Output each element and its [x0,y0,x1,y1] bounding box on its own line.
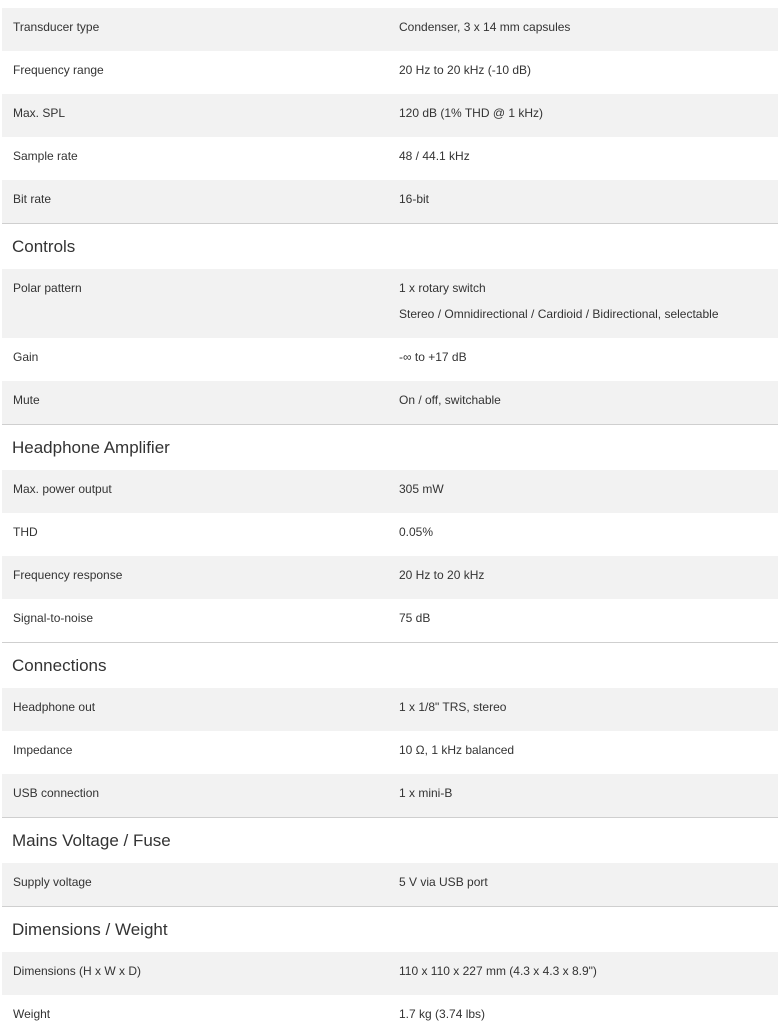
spec-value [399,556,778,599]
spec-value [399,863,778,906]
spec-row [2,599,778,642]
spec-label: Headphone out [13,700,96,714]
spec-value [399,774,778,817]
spec-value [399,94,778,137]
spec-label: Gain [13,350,39,364]
spec-label: USB connection [13,786,100,800]
spec-value [399,381,778,424]
spec-value [399,51,778,94]
spec-value [399,137,778,180]
spec-value-line: 75 dB [399,611,431,625]
spec-value-line: Stereo / Omnidirectional / Cardioid / Bidirectional, selectable [399,307,719,321]
spec-row [2,8,778,51]
spec-value-line: 20 Hz to 20 kHz [399,568,485,582]
spec-value [399,180,778,223]
spec-value [399,338,778,381]
spec-value [399,952,778,995]
section-title: Mains Voltage / Fuse [2,817,778,863]
spec-row [2,470,778,513]
spec-value-line: 0.05% [399,525,434,539]
spec-value [399,599,778,642]
spec-value-line: 1 x mini-B [399,786,453,800]
spec-value [399,470,778,513]
spec-row [2,774,778,817]
spec-row [2,51,778,94]
spec-value-line: 1 x 1/8" TRS, stereo [399,700,507,714]
section-title: Controls [2,223,778,269]
spec-label: Supply voltage [13,875,92,889]
spec-value [399,688,778,731]
spec-value-line: 1 x rotary switch [399,281,486,295]
spec-value-line: 1.7 kg (3.74 lbs) [399,1007,486,1021]
section-title: Headphone Amplifier [2,424,778,470]
spec-label: Signal-to-noise [13,611,94,625]
section-title: Connections [2,642,778,688]
spec-label: Bit rate [13,192,52,206]
spec-label: Impedance [13,743,73,757]
spec-value-line: 20 Hz to 20 kHz (-10 dB) [399,63,532,77]
spec-value [399,995,778,1032]
spec-row [2,137,778,180]
spec-label: Weight [13,1007,51,1021]
spec-value [399,269,778,338]
spec-value-line: 120 dB (1% THD @ 1 kHz) [399,106,544,120]
spec-value-line: 305 mW [399,482,444,496]
spec-value-line: 5 V via USB port [399,875,488,889]
spec-row [2,995,778,1032]
spec-value-line: 10 Ω, 1 kHz balanced [399,743,515,757]
spec-value [399,731,778,774]
spec-row [2,338,778,381]
section-title: Dimensions / Weight [2,906,778,952]
spec-label: Frequency range [13,63,104,77]
spec-value [399,513,778,556]
spec-row [2,556,778,599]
spec-row [2,180,778,223]
spec-label: Mute [13,393,40,407]
spec-row [2,513,778,556]
spec-label: Frequency response [13,568,123,582]
spec-value-line: 48 / 44.1 kHz [399,149,470,163]
spec-value-line: 16-bit [399,192,430,206]
spec-row [2,94,778,137]
spec-value-line: On / off, switchable [399,393,501,407]
spec-label: Transducer type [13,20,100,34]
spec-row [2,731,778,774]
spec-row [2,863,778,906]
spec-row [2,269,778,338]
spec-row [2,688,778,731]
spec-value [399,8,778,51]
spec-label: Dimensions (H x W x D) [13,964,142,978]
spec-label: Max. SPL [13,106,66,120]
spec-label: Sample rate [13,149,78,163]
spec-label: THD [13,525,38,539]
spec-value-line: -∞ to +17 dB [399,350,467,364]
spec-table [2,8,778,1032]
spec-row [2,952,778,995]
spec-label: Max. power output [13,482,112,496]
spec-value-line: 110 x 110 x 227 mm (4.3 x 4.3 x 8.9") [399,964,597,978]
spec-value-line: Condenser, 3 x 14 mm capsules [399,20,571,34]
spec-row [2,381,778,424]
spec-label: Polar pattern [13,281,82,295]
